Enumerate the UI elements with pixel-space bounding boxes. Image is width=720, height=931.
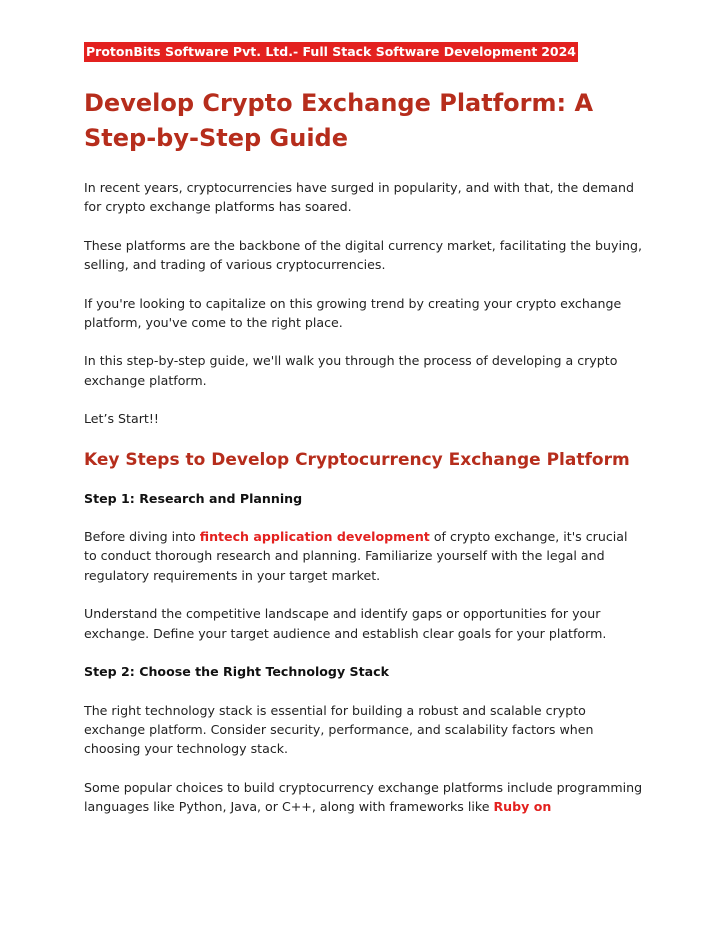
fintech-application-development-link[interactable]: fintech application development <box>199 529 430 545</box>
ruby-on-rails-link[interactable]: Ruby on <box>493 799 552 815</box>
step2-paragraph-2 <box>84 778 644 817</box>
intro-paragraph-3: If you're looking to capitalize on this growing trend by creating your crypto exchange platform, you've come to the right place. <box>84 295 622 331</box>
intro-paragraph-5: Let’s Start!! <box>84 411 159 427</box>
step1-text-before: Before diving into <box>84 529 200 545</box>
step2-paragraph-1: The right technology stack is essential for building a robust and scalable crypto exchange platform. Consider security, performance, and scalability factors when choosing your technology stack. <box>84 702 594 757</box>
section-heading: Key Steps to Develop Cryptocurrency Exchange Platform <box>84 449 630 470</box>
page-title: Develop Crypto Exchange Platform: A Step-by-Step Guide <box>84 89 594 152</box>
header-company: ProtonBits Software Pvt. Ltd.- Full Stack Software Development <box>86 44 538 59</box>
intro-paragraph-1: In recent years, cryptocurrencies have surged in popularity, and with that, the demand for crypto exchange platforms has soared. <box>84 180 634 215</box>
header-bar <box>84 42 578 62</box>
step1-heading: Step 1: Research and Planning <box>84 490 303 506</box>
step1-text-after: of crypto exchange, it's crucial to conduct thorough research and planning. Familiarize yourself with the legal and regulatory requirements in your target market. <box>84 529 628 583</box>
header-year: 2024 <box>541 44 576 59</box>
step2-heading: Step 2: Choose the Right Technology Stack <box>84 664 389 680</box>
step1-paragraph-1 <box>84 527 644 585</box>
intro-paragraph-4: In this step-by-step guide, we'll walk you through the process of developing a crypto exchange platform. <box>84 353 618 388</box>
step1-paragraph-2: Understand the competitive landscape and identify gaps or opportunities for your exchange. Define your target audience and establish clear goals for your platform. <box>84 606 607 641</box>
step2-text-before: Some popular choices to build cryptocurrency exchange platforms include programming languages like Python, Java, or C++, along with frameworks like <box>84 779 643 815</box>
document-body <box>84 178 644 836</box>
intro-paragraph-2: These platforms are the backbone of the digital currency market, facilitating the buying, selling, and trading of various cryptocurrencies. <box>84 237 642 273</box>
